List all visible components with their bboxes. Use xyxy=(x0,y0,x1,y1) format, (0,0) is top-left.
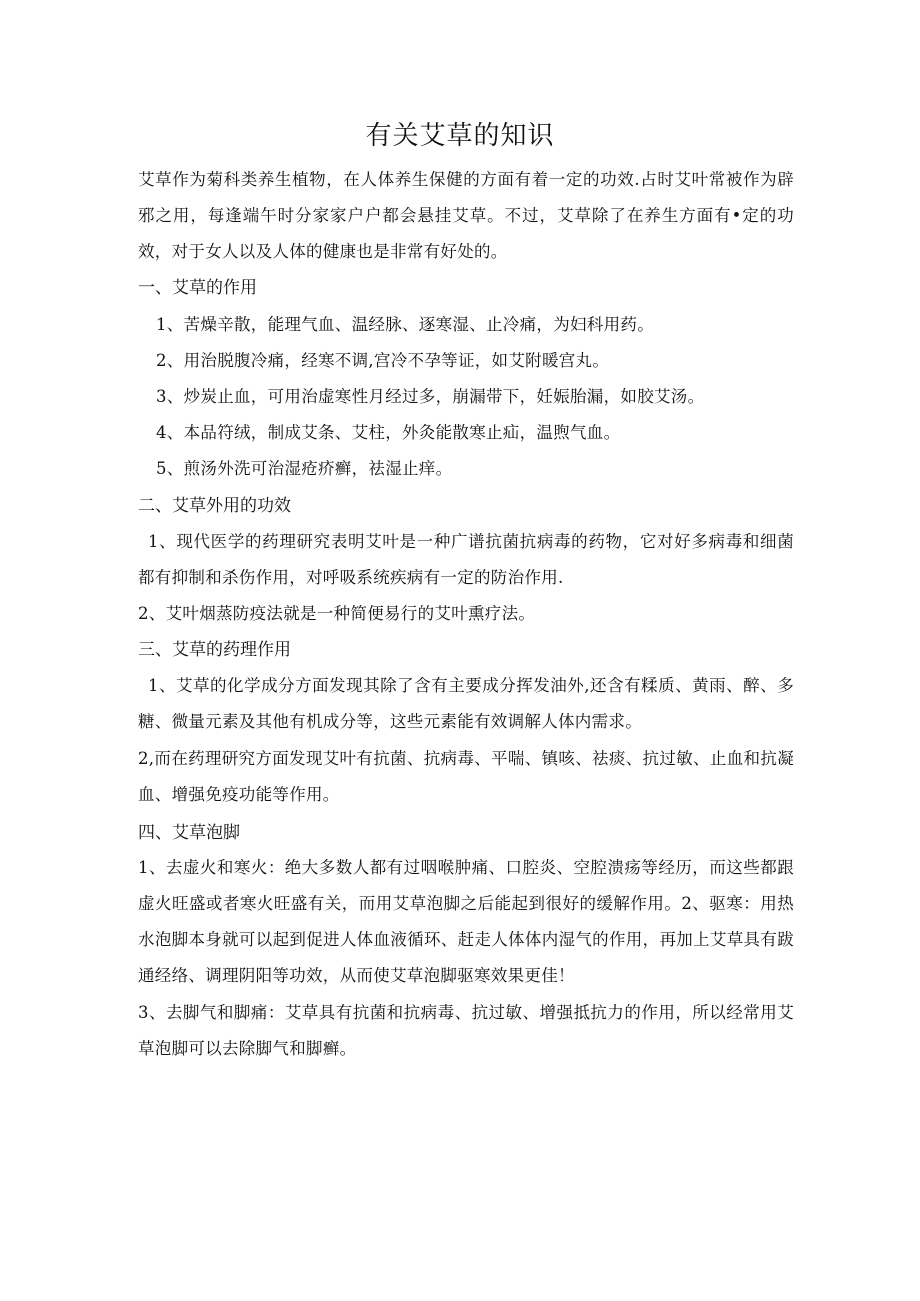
section-2-paragraph-1: 1、现代医学的药理研究表明艾叶是一种广谱抗菌抗病毒的药物，它对好多病毒和细菌都有抑制和杀伤作用，对呼吸系统疾病有一定的防治作用. xyxy=(138,532,794,587)
section-1-item-1: 1、苦燥辛散，能理气血、温经脉、逐寒湿、止冷痛，为妇科用药。 xyxy=(156,315,654,334)
section-3-paragraph-2: 2,而在药理研究方面发现艾叶有抗菌、抗病毒、平喘、镇咳、祛痰、抗过敏、止血和抗凝血、增强免疫功能等作用。 xyxy=(138,749,794,804)
section-1-heading: 一、艾草的作用 xyxy=(138,278,257,298)
section-1-item-5: 5、煎汤外洗可治湿疮疥癣，祛湿止痒。 xyxy=(156,459,453,478)
section-3-heading: 三、艾草的药理作用 xyxy=(138,640,291,660)
section-3-paragraph-1: 1、艾草的化学成分方面发现其除了含有主要成分挥发油外,还含有糅质、黄雨、醉、多糖、微量元素及其他有机成分等，这些元素能有效调解人体内需求。 xyxy=(138,676,794,731)
section-2-paragraph-2: 2、艾叶烟蒸防疫法就是一种简便易行的艾叶熏疗法。 xyxy=(138,604,536,623)
document-title: 有关艾草的知识 xyxy=(365,121,555,151)
section-1-item-4: 4、本品符绒，制成艾条、艾柱，外灸能散寒止疝，温煦气血。 xyxy=(156,423,621,442)
section-4-paragraph-2: 3、去脚气和脚痛：艾草具有抗菌和抗病毒、抗过敏、增强抵抗力的作用，所以经常用艾草泡脚可以去除脚气和脚癣。 xyxy=(138,1003,794,1058)
section-1-item-2: 2、用治脱腹冷痛，经寒不调,宫冷不孕等证，如艾附暖宫丸。 xyxy=(156,351,610,370)
section-4-paragraph-1: 1、去虚火和寒火：绝大多数人都有过咽喉肿痛、口腔炎、空腔溃疡等经历，而这些都跟虚火旺盛或者寒火旺盛有关，而用艾草泡脚之后能起到很好的缓解作用。2、驱寒：用热水泡脚本身就可以起到促进人体血液循环、赶走人体体内湿气的作用，再加上艾草具有跋通经络、调理阴阳等功效，从而使艾草泡脚驱寒效果更佳！ xyxy=(138,858,794,985)
intro-paragraph: 艾草作为菊科类养生植物，在人体养生保健的方面有着一定的功效.占时艾叶常被作为辟邪之用，每逢端午时分家家户户都会悬挂艾草。不过，艾草除了在养生方面有•定的功效，对于女人以及人体的健康也是非常有好处的。 xyxy=(138,170,794,261)
section-4-heading: 四、艾草泡脚 xyxy=(138,823,240,843)
section-1-item-3: 3、炒炭止血，可用治虚寒性月经过多，崩漏带下，妊娠胎漏，如胶艾汤。 xyxy=(156,387,705,406)
section-2-heading: 二、艾草外用的功效 xyxy=(138,496,291,516)
